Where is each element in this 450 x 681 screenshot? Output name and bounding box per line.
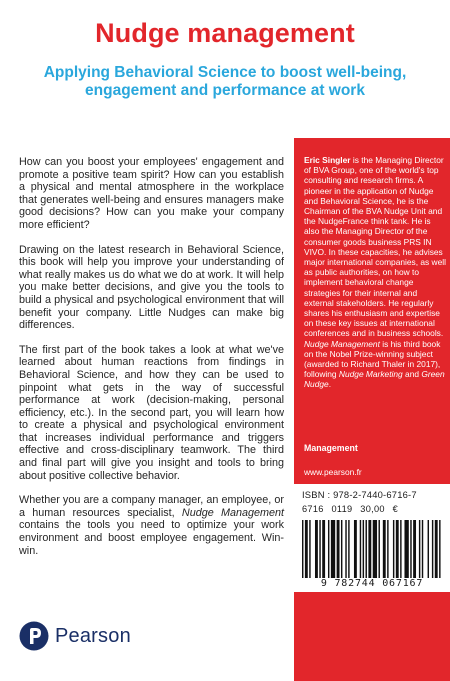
cover-header [0,0,450,138]
publisher-website: www.pearson.fr [304,467,362,477]
blurb-paragraph-3: The first part of the book takes a look at what we've learned about human reactions from findings in Behavioral Science, and how they can be used to pinpoint what gets in the way of successful performance at work (decision-making, personal efficiency, etc.). In the second part, you will learn how to create a physical and psychological environment that increases individual performance and triggers effective and cross-disciplinary teamwork. The third and final part will give you insight and tools to bring about positive collective behavior. [19,343,284,482]
author-sidebar [294,138,450,681]
barcode-bar [328,520,329,578]
author-name: Eric Singler [304,155,351,165]
barcode-bar [360,520,361,578]
barcode-bar [413,520,416,578]
publisher-name: Pearson [55,624,131,647]
barcode-bar [428,520,429,578]
book-subtitle: Applying Behavioral Science to boost well-being, engagement and performance at work [43,64,407,99]
barcode-panel [294,484,450,592]
barcode-bar [387,520,388,578]
publisher-logo [19,618,131,654]
barcode-bar [373,520,377,578]
bio-part-a: is the Managing Director of BVA Group, one of the world's top consulting and research firms. A pioneer in the application of Nudge and Behavioral Science, he is the Chairman of the BVA Nudge Unit and the NudgeFrance think tank. He is also the Managing Director of the consumer goods business PRS IN VIVO. In these capacities, he advises major international companies, as well as public authorities, on how to implement behavioral change strategies for their internal and external stakeholders. He regularly shares his enthusiasm and expertise on these key issues at international conferences and in business schools. [304,155,446,339]
isbn-label: ISBN : 978-2-7440-6716-7 [302,489,417,500]
bio-part-c: and [402,369,422,380]
bio-book-title-3: Green Nudge [304,369,445,390]
barcode-bar [383,520,386,578]
author-bio [304,155,446,390]
barcode-bar [363,520,364,578]
price-line: 6716 0119 30,00 € [302,504,399,514]
pearson-p-icon [19,621,49,651]
barcode-bar [354,520,357,578]
bio-book-title-2: Nudge Marketing [338,369,403,380]
barcode-bar [366,520,367,578]
bio-book-title-1: Nudge Management [304,338,380,349]
barcode-bar [337,520,340,578]
barcode-bar [439,520,440,578]
barcode-bar [393,520,394,578]
barcode-bar [368,520,371,578]
blurb-paragraph-4 [19,494,284,557]
barcode-bar [396,520,399,578]
bio-part-b: is his third book on the Nobel Prize-winning subject (awarded to Richard Thaler in 2017), following [304,338,441,380]
barcode-bar [435,520,438,578]
barcode-bar [331,520,335,578]
blurb-paragraph-1: How can you boost your employees' engagement and promote a positive team spirit? How can you establish a physical and mental atmosphere in the workplace that generates well-being and ensures managers make good decisions? How can you make your company more efficient? [19,156,284,231]
barcode-bar [378,520,379,578]
bio-part-d: . [328,379,332,390]
barcode-bar [410,520,411,578]
barcode-bar [419,520,420,578]
barcode-bar [432,520,433,578]
barcode-digits: 9 782744 067167 [320,578,424,589]
barcode-bar [319,520,320,578]
barcode-bar [302,520,303,578]
book-category: Management [304,443,358,453]
barcode-bar [348,520,349,578]
blurb-column [0,138,294,681]
barcode-bar [315,520,318,578]
barcode-bar [305,520,308,578]
barcode-bar [345,520,346,578]
barcode-bar [322,520,325,578]
book-title: Nudge management [95,18,355,48]
barcode-bar [341,520,342,578]
blurb-p4-title: Nudge Management [181,506,284,519]
blurb-p4-part-b: contains the tools you need to optimize your work environment and boost employee engagement. Win-win. [19,519,284,557]
barcode-bar [422,520,423,578]
blurb-text [19,156,284,569]
blurb-paragraph-2: Drawing on the latest research in Behavioral Science, this book will help you improve your understanding of what really makes us do what we do at work. It will help you make better decisions, and give you the tools to build a physical and psychological environment that will benefit your company. Little Nudges can make big differences. [19,243,284,332]
barcode-image [302,520,442,578]
barcode-bar [309,520,310,578]
barcode-bar [404,520,408,578]
barcode-bar [400,520,401,578]
blurb-p4-part-a: Whether you are a company manager, an employee, or a human resources specialist, [19,494,284,519]
